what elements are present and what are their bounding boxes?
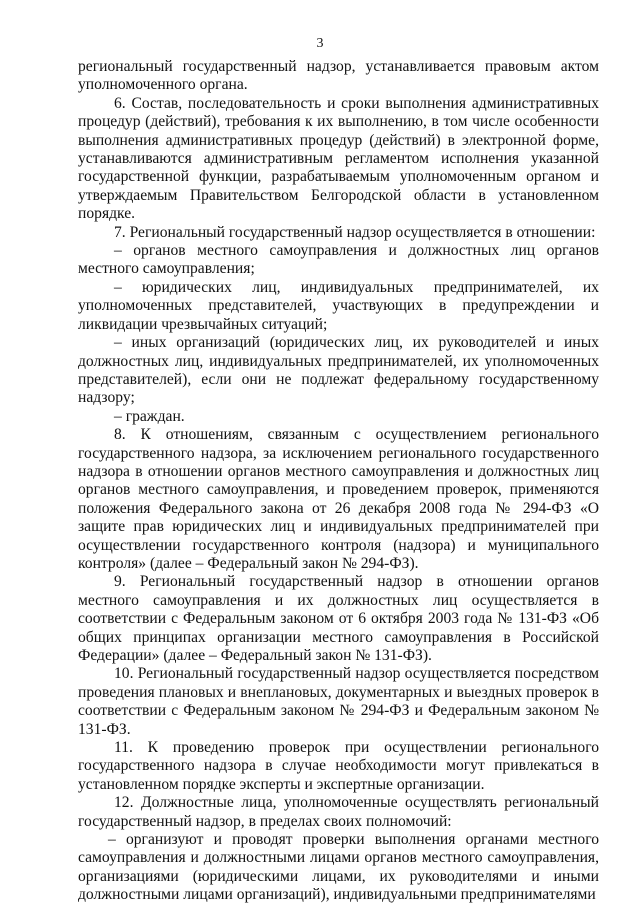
list-item-other-organizations: – иных организаций (юридических лиц, их руководителей и иных должностных лиц, индивидуальных предпринимателей, их уполномоченных представителей), если они не подлежат федеральному государственному надзору; [78, 334, 599, 407]
document-body [78, 58, 599, 905]
list-item-inspections: – организуют и проводят проверки выполнения органами местного самоуправления и должностными лицами органов местного самоуправления, организациями (юридическими лицами, их руководителями и иными должностными лицами организаций), индивидуальными предпринимателями [78, 831, 599, 904]
list-item-legal-entities: – юридических лиц, индивидуальных предпринимателей, их уполномоченных представителей, участвующих в предупреждении и ликвидации чрезвычайных ситуаций; [78, 278, 599, 333]
paragraph-10: 10. Региональный государственный надзор осуществляется посредством проведения плановых и внеплановых, документарных и выездных проверок в соответствии с Федеральным законом № 294-ФЗ и Федеральным законом № 131-ФЗ. [78, 665, 599, 738]
paragraph-7: 7. Региональный государственный надзор осуществляется в отношении: [114, 223, 596, 241]
paragraph-9: 9. Региональный государственный надзор в отношении органов местного самоуправления и их должностных лиц осуществляется в соответствии с Федеральным законом от 6 октября 2003 года № 131-ФЗ «Об общих принципах организации местного самоуправления в Российской Федерации» (далее – Федеральный закон № 131-ФЗ). [78, 573, 599, 664]
paragraph-8: 8. К отношениям, связанным с осуществлением регионального государственного надзора, за исключением регионального государственного надзора в отношении органов местного самоуправления и должностных лиц органов местного самоуправления, и проведением проверок, применяются положения Федерального закона от 26 декабря 2008 года № 294-ФЗ «О защите прав юридических лиц и индивидуальных предпринимателей при осуществлении государственного контроля (надзора) и муниципального контроля» (далее – Федеральный закон № 294-ФЗ). [78, 426, 599, 572]
paragraph-continuation: региональный государственный надзор, устанавливается правовым актом уполномоченного органа. [78, 58, 599, 94]
paragraph-11: 11. К проведению проверок при осуществлении регионального государственного надзора в случае необходимости могут привлекаться в установленном порядке эксперты и экспертные организации. [78, 739, 599, 793]
list-item-local-government: – органов местного самоуправления и должностных лиц органов местного самоуправления; [78, 242, 599, 278]
paragraph-6: 6. Состав, последовательность и сроки выполнения административных процедур (действий), требования к их выполнению, в том числе особенности выполнения административных процедур (действий) в электронной форме, устанавливаются административным регламентом исполнения указанной государственной функции, разрабатываемым уполномоченным органом и утверждаемым Правительством Белгородской области в установленном порядке. [78, 94, 599, 223]
paragraph-12: 12. Должностные лица, уполномоченные осуществлять региональный государственный надзор, в пределах своих полномочий: [78, 794, 599, 830]
list-item-citizens: – граждан. [114, 407, 185, 425]
page-number: 3 [316, 36, 324, 51]
